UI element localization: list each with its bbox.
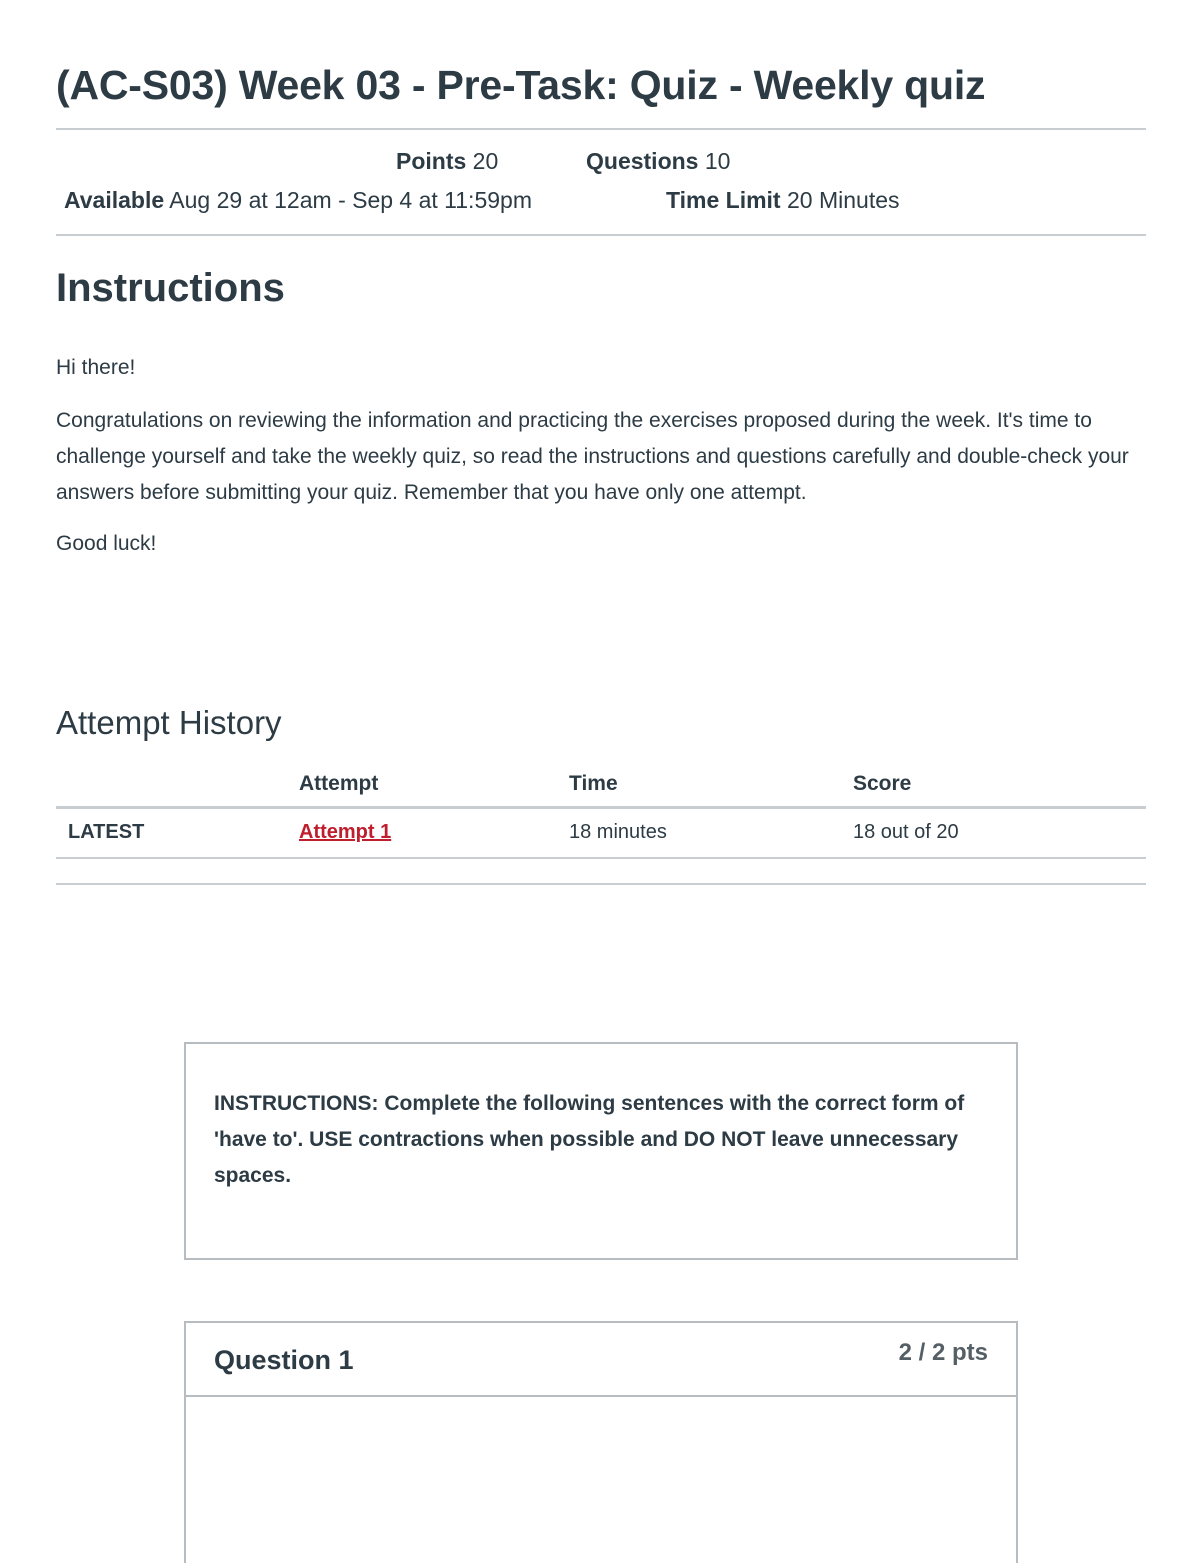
attempt-history-heading: Attempt History (56, 704, 282, 741)
page-title: (AC-S03) Week 03 - Pre-Task: Quiz - Weekly quiz (56, 62, 986, 108)
instructions-box-text: INSTRUCTIONS: Complete the following sentences with the correct form of 'have to'. USE contractions when possible and DO NOT leave unnecessary spaces. (214, 1092, 965, 1187)
points-meta (396, 148, 498, 175)
available-value: Aug 29 at 12am - Sep 4 at 11:59pm (169, 187, 532, 213)
question-header (186, 1323, 1016, 1397)
questions-meta (586, 148, 730, 175)
column-header-attempt: Attempt (299, 772, 379, 795)
points-value: 20 (472, 148, 499, 174)
available-label: Available (64, 187, 165, 213)
attempt-time: 18 minutes (569, 821, 667, 843)
column-header-time: Time (569, 772, 618, 795)
available-meta (64, 187, 532, 214)
divider (56, 128, 1146, 130)
instructions-closing: Good luck! (56, 532, 157, 555)
time-limit-value: 20 Minutes (787, 187, 900, 213)
instructions-heading: Instructions (56, 266, 285, 310)
questions-label: Questions (586, 148, 699, 174)
questions-value: 10 (704, 148, 731, 174)
table-row (56, 806, 1146, 859)
attempt-1-link[interactable]: Attempt 1 (299, 821, 392, 843)
question-card (184, 1321, 1018, 1563)
instructions-box (184, 1042, 1018, 1260)
divider (56, 234, 1146, 236)
time-limit-meta (666, 187, 900, 214)
divider (56, 883, 1146, 885)
question-points: 2 / 2 pts (898, 1339, 988, 1366)
attempt-score: 18 out of 20 (853, 821, 959, 843)
latest-label: LATEST (68, 821, 145, 843)
column-header-score: Score (853, 772, 912, 795)
time-limit-label: Time Limit (666, 187, 781, 213)
instructions-greeting: Hi there! (56, 356, 136, 379)
points-label: Points (396, 148, 467, 174)
question-title: Question 1 (214, 1345, 354, 1375)
instructions-body: Congratulations on reviewing the information and practicing the exercises proposed during the week. It's time to challenge yourself and take the weekly quiz, so read the instructions and questions carefully and double-check your answers before submitting your quiz. Remember that you have only one attempt. (56, 409, 1129, 504)
